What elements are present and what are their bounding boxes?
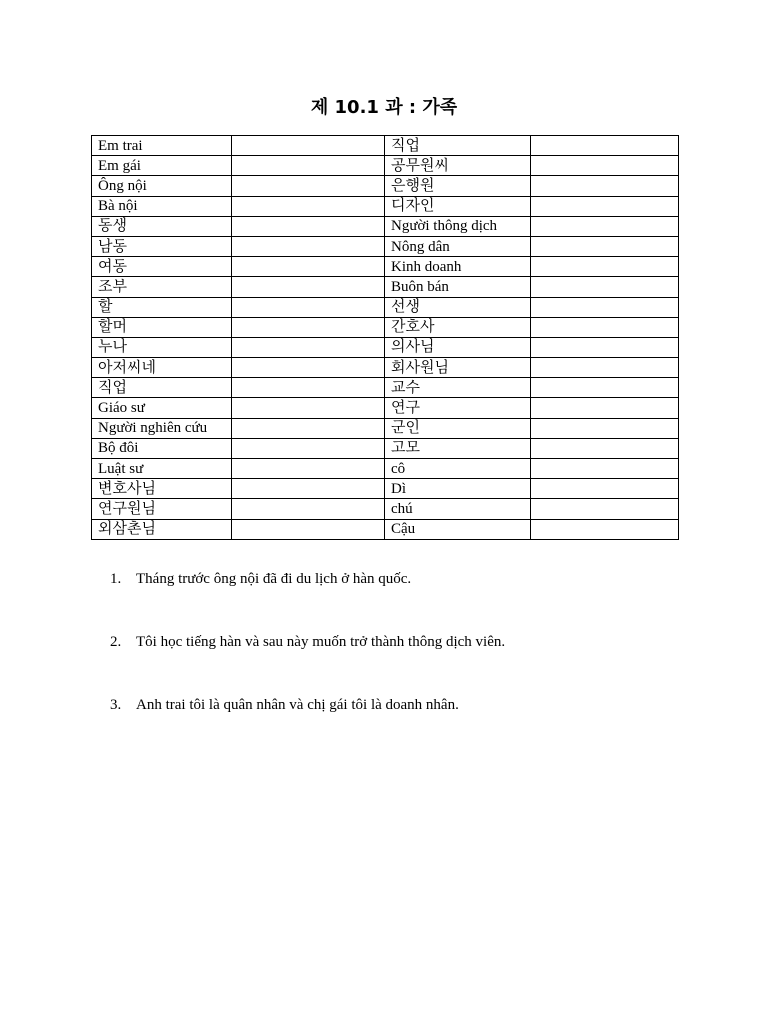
table-row bbox=[92, 418, 679, 438]
table-cell bbox=[232, 236, 385, 256]
table-row bbox=[92, 337, 679, 357]
table-cell bbox=[232, 317, 385, 337]
sentence-text: Tháng trước ông nội đã đi du lịch ở hàn quốc. bbox=[136, 571, 412, 587]
table-cell: 은행원 bbox=[385, 176, 531, 196]
table-cell bbox=[531, 337, 679, 357]
sentence-item bbox=[110, 694, 730, 716]
table-cell bbox=[232, 257, 385, 277]
table-cell: Bộ đôi bbox=[92, 438, 232, 458]
table-cell: 외삼촌님 bbox=[92, 519, 232, 539]
table-cell bbox=[531, 277, 679, 297]
table-cell bbox=[531, 257, 679, 277]
table-row bbox=[92, 196, 679, 216]
table-cell: 디자인 bbox=[385, 196, 531, 216]
table-row bbox=[92, 216, 679, 236]
sentence-number: 2. bbox=[110, 634, 122, 650]
sentence-number: 1. bbox=[110, 571, 122, 587]
table-row bbox=[92, 378, 679, 398]
table-cell: 동생 bbox=[92, 216, 232, 236]
table-cell bbox=[531, 196, 679, 216]
table-cell bbox=[531, 479, 679, 499]
table-cell: Người nghiên cứu bbox=[92, 418, 232, 438]
table-cell bbox=[531, 378, 679, 398]
vocabulary-table-body bbox=[92, 136, 679, 540]
table-cell: Dì bbox=[385, 479, 531, 499]
table-cell bbox=[531, 176, 679, 196]
table-cell bbox=[531, 236, 679, 256]
table-cell: 고모 bbox=[385, 438, 531, 458]
table-cell: Người thông dịch bbox=[385, 216, 531, 236]
table-cell bbox=[232, 519, 385, 539]
table-cell: Luật sư bbox=[92, 459, 232, 479]
table-cell bbox=[531, 499, 679, 519]
table-cell bbox=[531, 317, 679, 337]
table-row bbox=[92, 499, 679, 519]
sentence-item bbox=[110, 568, 730, 590]
table-cell: Cậu bbox=[385, 519, 531, 539]
table-cell: 아저씨네 bbox=[92, 358, 232, 378]
page-title: 제 10.1 과 : 가족 bbox=[310, 97, 458, 118]
table-cell: 공무원씨 bbox=[385, 156, 531, 176]
table-cell: 간호사 bbox=[385, 317, 531, 337]
table-cell bbox=[531, 438, 679, 458]
table-cell: Kinh doanh bbox=[385, 257, 531, 277]
table-cell: 직업 bbox=[385, 136, 531, 156]
table-cell: 군인 bbox=[385, 418, 531, 438]
table-cell bbox=[232, 156, 385, 176]
table-cell: 누나 bbox=[92, 337, 232, 357]
table-cell bbox=[531, 136, 679, 156]
table-cell: chú bbox=[385, 499, 531, 519]
table-cell: 변호사님 bbox=[92, 479, 232, 499]
table-cell: 선생 bbox=[385, 297, 531, 317]
table-row bbox=[92, 176, 679, 196]
table-row bbox=[92, 479, 679, 499]
table-cell bbox=[232, 438, 385, 458]
table-cell bbox=[232, 398, 385, 418]
table-row bbox=[92, 297, 679, 317]
table-cell bbox=[531, 297, 679, 317]
table-row bbox=[92, 519, 679, 539]
table-cell: 연구원님 bbox=[92, 499, 232, 519]
table-cell bbox=[232, 216, 385, 236]
vocabulary-table bbox=[91, 135, 679, 540]
table-cell bbox=[232, 459, 385, 479]
table-row bbox=[92, 236, 679, 256]
table-cell bbox=[232, 297, 385, 317]
table-cell bbox=[531, 216, 679, 236]
table-cell: 여동 bbox=[92, 257, 232, 277]
table-row bbox=[92, 317, 679, 337]
table-cell: 남동 bbox=[92, 236, 232, 256]
table-cell: 교수 bbox=[385, 378, 531, 398]
table-cell: 할머 bbox=[92, 317, 232, 337]
sentence-number: 3. bbox=[110, 697, 122, 713]
table-row bbox=[92, 358, 679, 378]
table-cell: 할 bbox=[92, 297, 232, 317]
table-cell bbox=[531, 418, 679, 438]
table-row bbox=[92, 257, 679, 277]
table-cell: Em gái bbox=[92, 156, 232, 176]
table-cell bbox=[232, 358, 385, 378]
sentence-list bbox=[110, 568, 730, 757]
table-cell: Nông dân bbox=[385, 236, 531, 256]
table-cell bbox=[531, 519, 679, 539]
table-cell: 회사원님 bbox=[385, 358, 531, 378]
table-row bbox=[92, 156, 679, 176]
table-cell: 의사님 bbox=[385, 337, 531, 357]
table-cell: cô bbox=[385, 459, 531, 479]
table-cell: 연구 bbox=[385, 398, 531, 418]
sentence-text: Tôi học tiếng hàn và sau này muốn trở thành thông dịch viên. bbox=[136, 634, 506, 650]
sentence-text: Anh trai tôi là quân nhân và chị gái tôi là doanh nhân. bbox=[136, 697, 459, 713]
table-row bbox=[92, 438, 679, 458]
table-cell bbox=[531, 358, 679, 378]
table-cell bbox=[232, 277, 385, 297]
table-cell bbox=[232, 418, 385, 438]
table-cell: Em trai bbox=[92, 136, 232, 156]
table-cell bbox=[232, 337, 385, 357]
table-cell bbox=[232, 196, 385, 216]
table-cell: 직업 bbox=[92, 378, 232, 398]
table-row bbox=[92, 136, 679, 156]
table-cell bbox=[531, 398, 679, 418]
table-row bbox=[92, 277, 679, 297]
table-cell: Buôn bán bbox=[385, 277, 531, 297]
table-cell bbox=[232, 499, 385, 519]
table-cell: Ông nội bbox=[92, 176, 232, 196]
table-cell bbox=[232, 378, 385, 398]
table-cell bbox=[531, 156, 679, 176]
table-cell bbox=[232, 176, 385, 196]
table-cell bbox=[232, 136, 385, 156]
table-cell bbox=[232, 479, 385, 499]
table-cell: Giáo sư bbox=[92, 398, 232, 418]
table-row bbox=[92, 459, 679, 479]
table-cell: 조부 bbox=[92, 277, 232, 297]
table-row bbox=[92, 398, 679, 418]
sentence-item bbox=[110, 631, 730, 653]
table-cell: Bà nội bbox=[92, 196, 232, 216]
table-cell bbox=[531, 459, 679, 479]
